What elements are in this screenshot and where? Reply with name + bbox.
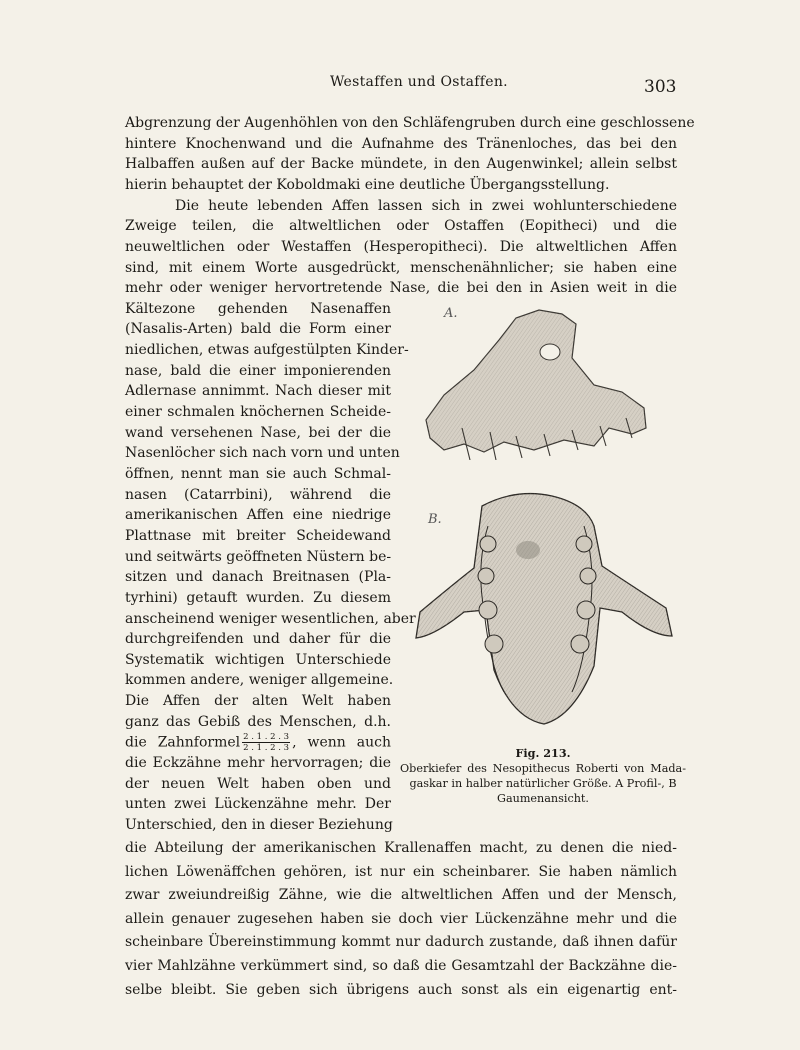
text-line: Unterschied, den in dieser Beziehung: [125, 817, 393, 833]
text-line: tyrhini) getauft wurden. Zu diesem: [125, 590, 391, 606]
figure-number: Fig. 213.: [515, 746, 571, 760]
text-line: Adlernase annimmt. Nach dieser mit: [125, 383, 391, 399]
text-line: der neuen Welt haben oben und: [125, 776, 391, 792]
text-line: zwar zweiundreißig Zähne, wie die altweltlichen Affen und der Mensch,: [125, 887, 677, 903]
text-line: kommen andere, weniger allgemeine.: [125, 672, 394, 688]
running-head: Westaffen und Ostaffen.: [330, 74, 508, 90]
figure-label-a: A.: [444, 306, 458, 321]
jaw-profile-illustration: [404, 300, 678, 460]
text-line: Nasenlöcher sich nach vorn und unten: [125, 445, 400, 461]
formula-prefix: die Zahnformel: [125, 734, 241, 751]
text-line: lichen Löwenäffchen gehören, ist nur ein scheinbarer. Sie haben nämlich: [125, 864, 677, 880]
text-line: neuweltlichen oder Westaffen (Hesperopitheci). Die altweltlichen Affen: [125, 239, 677, 255]
text-line: wand versehenen Nase, bei der die: [125, 425, 391, 441]
text-line: unten zwei Lückenzähne mehr. Der: [125, 796, 391, 812]
text-line: selbe bleibt. Sie geben sich übrigens auch sonst als ein eigenartig ent-: [125, 982, 677, 998]
text-line: Die heute lebenden Affen lassen sich in zwei wohlunterschiedene: [175, 198, 677, 214]
text-line: Zweige teilen, die altweltlichen oder Ostaffen (Eopitheci) und die: [125, 218, 677, 234]
text-line: nase, bald die einer imponierenden: [125, 363, 391, 379]
text-line: Halbaffen außen auf der Backe mündete, in den Augenwinkel; allein selbst: [125, 156, 677, 172]
text-line: Systematik wichtigen Unterschiede: [125, 652, 391, 668]
text-line: scheinbare Übereinstimmung kommt nur dadurch zustande, daß ihnen dafür: [125, 934, 677, 950]
text-line: einer schmalen knöchernen Scheide-: [125, 404, 391, 420]
text-line: und seitwärts geöffneten Nüstern be-: [125, 549, 392, 565]
text-line: Plattnase mit breiter Scheidewand: [125, 528, 391, 544]
formula-suffix: , wenn auch: [292, 734, 391, 751]
text-line: anscheinend weniger wesentlichen, aber: [125, 611, 416, 627]
text-line: mehr oder weniger hervortretende Nase, die bei den in Asien weit in die: [125, 280, 677, 296]
text-line: öffnen, nennt man sie auch Schmal-: [125, 466, 391, 482]
text-line: amerikanischen Affen eine niedrige: [125, 507, 391, 523]
text-line: Die Affen der alten Welt haben: [125, 693, 391, 709]
figure-label-b: B.: [428, 512, 442, 527]
text-line: hintere Knochenwand und die Aufnahme des Tränenloches, das bei den: [125, 136, 677, 152]
figure-213: [404, 300, 678, 800]
text-line: Abgrenzung der Augenhöhlen von den Schläfengruben durch eine geschlossene: [125, 115, 695, 131]
figure-caption: [400, 746, 686, 806]
caption-line: gaskar in halber natürlicher Größe.: [409, 777, 612, 790]
text-line: sitzen und danach Breitnasen (Pla-: [125, 569, 391, 585]
text-line: allein genauer zugesehen haben sie doch vier Lückenzähne mehr und die: [125, 911, 677, 927]
text-line: (Nasalis-Arten) bald die Form einer: [125, 321, 391, 337]
text-line: die Abteilung der amerikanischen Krallenaffen macht, zu denen die nied-: [125, 840, 677, 856]
page-number: 303: [644, 77, 677, 97]
caption-line: A Profil-, B Gaumenansicht.: [497, 777, 677, 805]
jaw-palate-illustration: [404, 486, 678, 736]
formula-numerator: 2 . 1 . 2 . 3: [243, 732, 290, 742]
dental-formula: [242, 732, 290, 753]
text-line: vier Mahlzähne verkümmert sind, so daß die Gesamtzahl der Backzähne die-: [125, 958, 677, 974]
text-line: Kältezone gehenden Nasenaffen: [125, 301, 391, 317]
text-line: die Eckzähne mehr hervorragen; die: [125, 755, 391, 771]
text-line: durchgreifenden und daher für die: [125, 631, 391, 647]
formula-line: [125, 732, 391, 753]
text-line: sind, mit einem Worte ausgedrückt, menschenähnlicher; sie haben eine: [125, 260, 677, 276]
caption-line: Oberkiefer des Nesopithecus Roberti von Mada-: [400, 762, 686, 775]
formula-denominator: 2 . 1 . 2 . 3: [243, 743, 290, 753]
text-line: niedlichen, etwas aufgestülpten Kinder-: [125, 342, 409, 358]
text-line: hierin behauptet der Koboldmaki eine deutliche Übergangsstellung.: [125, 177, 610, 193]
text-line: ganz das Gebiß des Menschen, d.h.: [125, 714, 391, 730]
text-line: nasen (Catarrbini), während die: [125, 487, 391, 503]
